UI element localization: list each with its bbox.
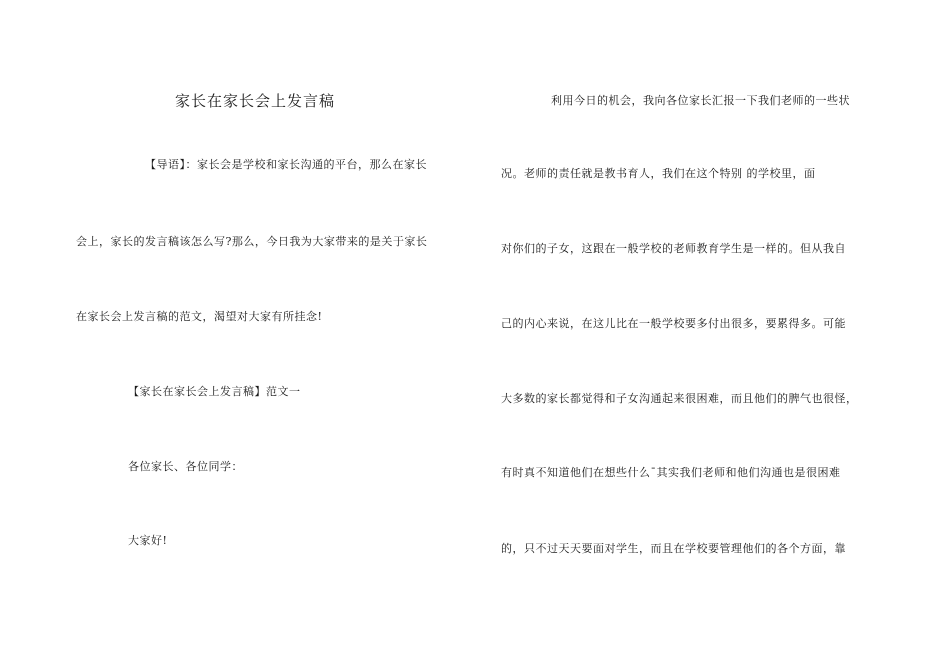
right-paragraph-line: 利用今日的机会，我向各位家长汇报一下我们老师的一些状: [551, 94, 850, 107]
salutation: 各位家长、各位同学：: [128, 460, 243, 473]
greeting: 大家好!: [128, 534, 168, 547]
left-paragraph-line: 会上，家长的发言稿该怎么写?那么，今日我为大家带来的是关于家长: [76, 235, 428, 248]
right-paragraph-line: 的，只不过天天要面对学生，而且在学校要管理他们的各个方面，靠: [501, 542, 846, 555]
right-paragraph-line: 对你们的子女，这跟在一般学校的老师教育学生是一样的。但从我自: [501, 242, 846, 255]
right-paragraph-line: 己的内心来说，在这儿比在一般学校要多付出很多，要累得多。可能: [501, 317, 846, 330]
left-paragraph-line: 【导语】：家长会是学校和家长沟通的平台，那么在家长: [145, 158, 427, 171]
section-heading: 【家长在家长会上发言稿】范文一: [128, 385, 301, 398]
right-paragraph-line: 有时真不知道他们在想些什么¯其实我们老师和他们沟通也是很困难: [501, 466, 841, 479]
right-paragraph-line: 大多数的家长都觉得和子女沟通起来很困难，而且他们的脾气也很怪，: [501, 392, 858, 405]
right-paragraph-line: 况。老师的责任就是教书育人，我们在这个特别 的学校里，面: [501, 167, 816, 180]
document-title: 家长在家长会上发言稿: [175, 92, 336, 110]
left-paragraph-line: 在家长会上发言稿的范文，渴望对大家有所挂念!: [76, 310, 323, 323]
